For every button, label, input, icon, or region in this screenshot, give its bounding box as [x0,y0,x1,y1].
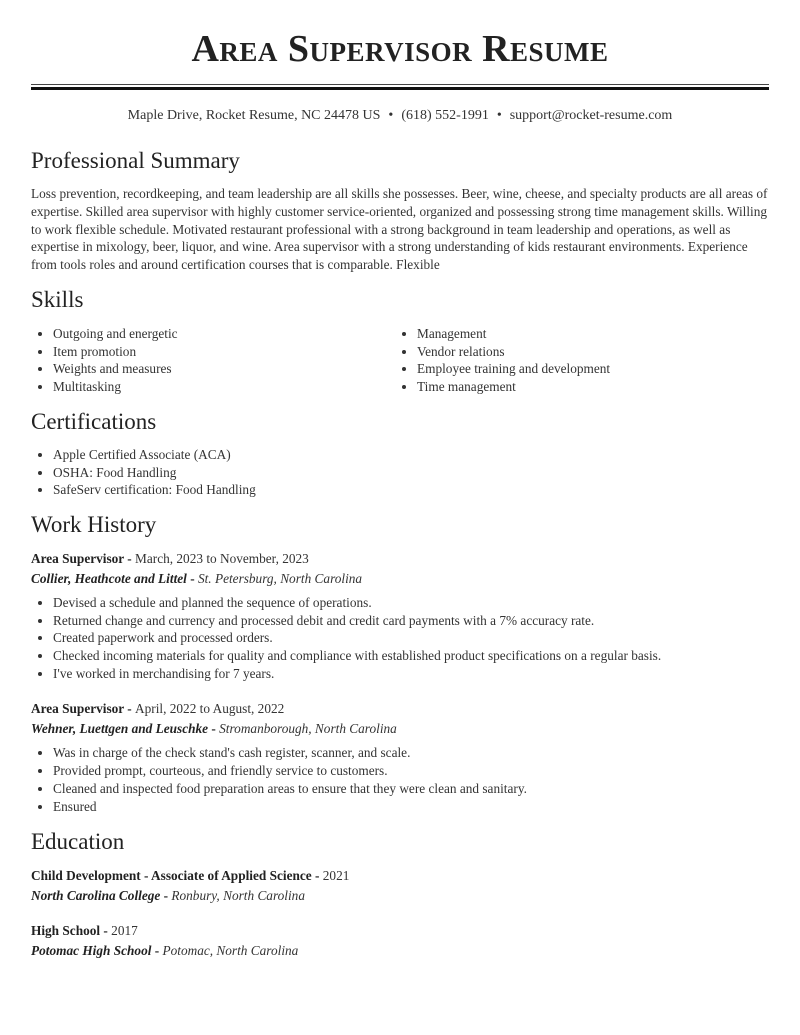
certification-item: • OSHA: Food Handling [53,464,769,482]
job-bullets [31,744,769,815]
contact-line [31,107,769,125]
work-history-section [31,511,769,815]
job-bullet: • I've worked in merchandising for 7 years. [53,665,769,683]
job-company: Collier, Heathcote and Littel [31,570,187,586]
section-heading: Certifications [31,408,157,434]
school-location: Potomac, North Carolina [162,943,299,959]
job-location: St. Petersburg, North Carolina [197,570,363,586]
section-heading: Education [31,829,125,855]
job-title: Area Supervisor [31,550,124,566]
skill-item: • Management [417,325,759,343]
professional-summary-section [31,147,769,274]
skill-item: • Employee training and development [417,360,759,378]
education-section [31,828,769,961]
double-rule-divider [31,84,769,90]
job-entry: Area Supervisor - March, 2023 to November, 2023 Collier, Heathcote and Littel - St. Petersburg, North Carolina • Devised a schedule and planned the sequence of operations. • Returned change and currency and processed debit and credit card payments with a 7% accuracy rate. • Created paperwork and processed orders. • Checked incoming materials for quality and compliance with established product specifications on a regular basis. • I've worked in merchandising for 7 years. [31,549,769,683]
job-dates: March, 2023 to November, 2023 [135,550,309,566]
job-bullets [31,594,769,683]
graduation-year: 2021 [322,868,350,884]
contact-address: Maple Drive, Rocket Resume, NC 24478 US [127,108,381,123]
job-company: Wehner, Luettgen and Leuschke [31,721,209,737]
education-entry: Child Development - Associate of Applied Science - 2021 North Carolina College - Ronbury, North Carolina [31,868,350,904]
skills-section [31,286,769,396]
contact-phone: (618) 552-1991 [401,108,489,123]
job-dates: April, 2022 to August, 2022 [135,701,285,717]
graduation-year: 2017 [111,923,138,939]
skill-item: • Outgoing and energetic [53,325,395,343]
section-heading: Skills [31,286,84,312]
degree: Child Development - Associate of Applied Science [31,868,312,884]
skills-list-right [395,325,759,396]
section-heading: Work History [31,511,157,537]
skill-item: • Multitasking [53,378,395,396]
school-name: North Carolina College [31,888,161,904]
job-bullet: • Cleaned and inspected food preparation areas to ensure that they were clean and sanitary. [53,780,769,798]
skill-item: • Vendor relations [417,343,759,361]
section-heading: Professional Summary [31,148,240,173]
job-bullet: • Created paperwork and processed orders. [53,629,769,647]
skill-item: • Item promotion [53,343,395,361]
skill-item: • Time management [417,378,759,396]
summary-text: Loss prevention, recordkeeping, and team leadership are all skills she possesses. Beer, wine, cheese, and specialty products are all areas of expertise. Skilled area supervisor with highly customer service-oriented, organized and possessing strong time management skills. Willing to work flexible schedule. Motivated restaurant professional with a strong background in team leadership and operations, as well as expertise in mixology, beer, liquor, and wine. Area supervisor with a strong understanding of kids restaurant environments. Experience from tools roles and around certification courses that is comparable. Flexible [31,186,768,273]
job-location: Stromanborough, North Carolina [219,721,397,737]
bullet-separator: • [496,108,502,123]
certifications-section [31,408,769,499]
certification-item: • Apple Certified Associate (ACA) [53,446,769,464]
job-bullet: • Provided prompt, courteous, and friendly service to customers. [53,762,769,780]
skills-list-left [31,325,395,396]
bullet-separator: • [388,108,394,123]
job-bullet: • Returned change and currency and processed debit and credit card payments with a 7% accuracy rate. [53,612,769,630]
school-name: Potomac High School [31,943,152,959]
contact-email: support@rocket-resume.com [509,108,673,123]
job-bullet: • Checked incoming materials for quality and compliance with established product specifications on a regular basis. [53,647,769,665]
job-bullet: • Ensured [53,798,769,816]
certifications-list [31,446,769,499]
degree: High School [31,923,101,939]
job-title: Area Supervisor [31,701,124,717]
education-entry: High School - 2017 Potomac High School - Potomac, North Carolina [31,923,299,959]
certification-item: • SafeServ certification: Food Handling [53,481,769,499]
resume-title: Area Supervisor Resume [191,28,609,70]
skill-item: • Weights and measures [53,360,395,378]
job-entry: Area Supervisor - April, 2022 to August, 2022 Wehner, Luettgen and Leuschke - Stromanborough, North Carolina • Was in charge of the check stand's cash register, scanner, and scale. • Provided prompt, courteous, and friendly service to customers. • Cleaned and inspected food preparation areas to ensure that they were clean and sanitary. • Ensured [31,699,769,815]
job-bullet: • Was in charge of the check stand's cash register, scanner, and scale. [53,744,769,762]
job-bullet: • Devised a schedule and planned the sequence of operations. [53,594,769,612]
school-location: Ronbury, North Carolina [171,888,305,904]
